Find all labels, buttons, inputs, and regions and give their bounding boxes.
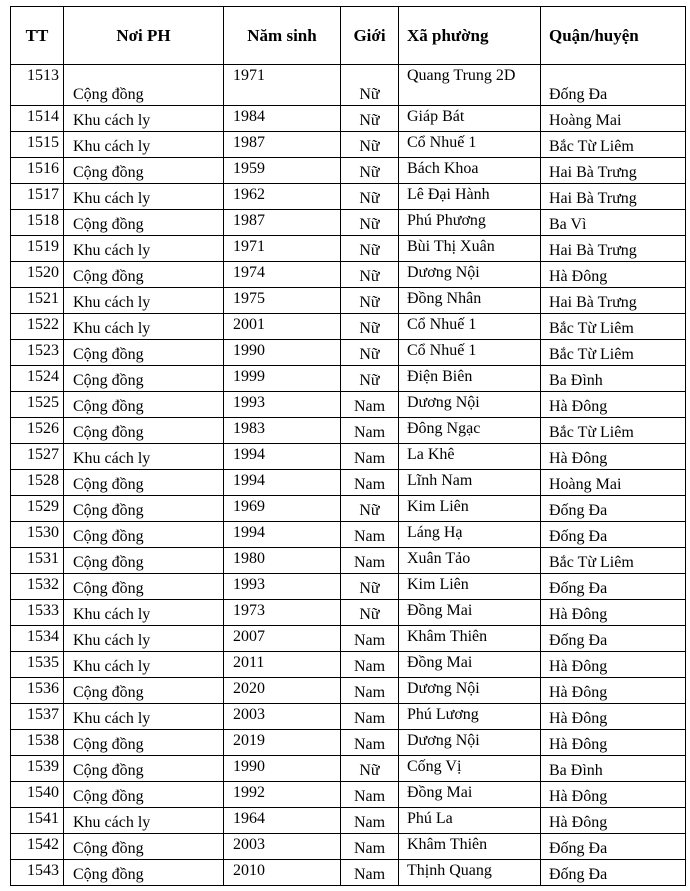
cell-quan-huyen: Hà Đông (541, 444, 686, 470)
cell-noi-ph: Khu cách ly (64, 288, 224, 314)
header-gioi: Giới (341, 7, 399, 65)
cell-xa-phuong: Bùi Thị Xuân (399, 236, 541, 262)
cell-noi-ph: Cộng đồng (64, 392, 224, 418)
cell-tt: 1539 (11, 756, 64, 782)
table-row (11, 756, 686, 782)
cell-nam-sinh: 1987 (224, 210, 341, 236)
cell-nam-sinh: 1987 (224, 132, 341, 158)
cell-nam-sinh: 1994 (224, 444, 341, 470)
table-row (11, 548, 686, 574)
cell-tt: 1536 (11, 678, 64, 704)
cell-tt: 1535 (11, 652, 64, 678)
cell-noi-ph: Cộng đồng (64, 678, 224, 704)
cell-quan-huyen: Ba Vì (541, 210, 686, 236)
cell-nam-sinh: 1959 (224, 158, 341, 184)
cell-quan-huyen: Hà Đông (541, 678, 686, 704)
cell-quan-huyen: Đống Đa (541, 626, 686, 652)
cell-nam-sinh: 1974 (224, 262, 341, 288)
cell-gioi: Nam (341, 834, 399, 860)
cell-gioi: Nữ (341, 574, 399, 600)
cell-tt: 1534 (11, 626, 64, 652)
cell-gioi: Nam (341, 678, 399, 704)
cell-nam-sinh: 2003 (224, 834, 341, 860)
cell-xa-phuong: Phú La (399, 808, 541, 834)
cell-xa-phuong: Bách Khoa (399, 158, 541, 184)
table-row (11, 418, 686, 444)
cell-nam-sinh: 1975 (224, 288, 341, 314)
cell-tt: 1518 (11, 210, 64, 236)
cell-gioi: Nam (341, 548, 399, 574)
cell-tt: 1540 (11, 782, 64, 808)
cell-quan-huyen: Hai Bà Trưng (541, 288, 686, 314)
cell-quan-huyen: Ba Đình (541, 756, 686, 782)
cell-noi-ph: Khu cách ly (64, 600, 224, 626)
table-row (11, 262, 686, 288)
table-row (11, 444, 686, 470)
cell-nam-sinh: 1993 (224, 392, 341, 418)
cell-xa-phuong: Dương Nội (399, 678, 541, 704)
cell-nam-sinh: 1980 (224, 548, 341, 574)
cell-xa-phuong: Đông Ngạc (399, 418, 541, 444)
cell-tt: 1529 (11, 496, 64, 522)
table-row (11, 704, 686, 730)
cell-noi-ph: Cộng đồng (64, 834, 224, 860)
cell-gioi: Nữ (341, 65, 399, 106)
cell-quan-huyen: Hoàng Mai (541, 106, 686, 132)
cell-quan-huyen: Bắc Từ Liêm (541, 418, 686, 444)
cell-tt: 1525 (11, 392, 64, 418)
cell-xa-phuong: Thịnh Quang (399, 860, 541, 886)
document-page (10, 6, 686, 886)
cell-quan-huyen: Hà Đông (541, 262, 686, 288)
cell-tt: 1537 (11, 704, 64, 730)
cell-noi-ph: Cộng đồng (64, 730, 224, 756)
cell-noi-ph: Cộng đồng (64, 496, 224, 522)
cell-gioi: Nam (341, 444, 399, 470)
cell-gioi: Nữ (341, 184, 399, 210)
cell-nam-sinh: 2003 (224, 704, 341, 730)
cell-gioi: Nam (341, 470, 399, 496)
cell-nam-sinh: 1992 (224, 782, 341, 808)
cell-gioi: Nữ (341, 314, 399, 340)
cell-quan-huyen: Hà Đông (541, 600, 686, 626)
cell-gioi: Nam (341, 808, 399, 834)
cell-noi-ph: Cộng đồng (64, 418, 224, 444)
cell-nam-sinh: 2019 (224, 730, 341, 756)
cell-quan-huyen: Đống Đa (541, 574, 686, 600)
cell-xa-phuong: Kim Liên (399, 574, 541, 600)
cell-nam-sinh: 1971 (224, 236, 341, 262)
table-header (11, 7, 686, 65)
cell-tt: 1514 (11, 106, 64, 132)
table-row (11, 314, 686, 340)
cell-nam-sinh: 1983 (224, 418, 341, 444)
cell-gioi: Nam (341, 782, 399, 808)
cell-noi-ph: Khu cách ly (64, 704, 224, 730)
cell-quan-huyen: Đống Đa (541, 522, 686, 548)
cell-noi-ph: Cộng đồng (64, 210, 224, 236)
cell-nam-sinh: 1999 (224, 366, 341, 392)
cell-xa-phuong: Điện Biên (399, 366, 541, 392)
cell-nam-sinh: 2011 (224, 652, 341, 678)
table-row (11, 522, 686, 548)
cell-gioi: Nam (341, 730, 399, 756)
cell-tt: 1515 (11, 132, 64, 158)
table-row (11, 730, 686, 756)
cell-xa-phuong: Lê Đại Hành (399, 184, 541, 210)
table-row (11, 366, 686, 392)
cell-xa-phuong: Lĩnh Nam (399, 470, 541, 496)
table-row (11, 288, 686, 314)
cell-quan-huyen: Hà Đông (541, 652, 686, 678)
cell-gioi: Nữ (341, 496, 399, 522)
cell-nam-sinh: 1993 (224, 574, 341, 600)
cell-nam-sinh: 1990 (224, 756, 341, 782)
cell-quan-huyen: Đống Đa (541, 496, 686, 522)
cell-gioi: Nam (341, 418, 399, 444)
cell-noi-ph: Khu cách ly (64, 314, 224, 340)
cell-quan-huyen: Ba Đình (541, 366, 686, 392)
cell-nam-sinh: 1994 (224, 522, 341, 548)
cell-noi-ph: Cộng đồng (64, 470, 224, 496)
cell-gioi: Nam (341, 652, 399, 678)
table-row (11, 158, 686, 184)
cell-gioi: Nam (341, 522, 399, 548)
cell-quan-huyen: Bắc Từ Liêm (541, 548, 686, 574)
cell-quan-huyen: Hai Bà Trưng (541, 184, 686, 210)
table-row (11, 236, 686, 262)
cell-xa-phuong: Đồng Mai (399, 600, 541, 626)
cell-gioi: Nữ (341, 262, 399, 288)
cell-xa-phuong: Phú Phương (399, 210, 541, 236)
cell-nam-sinh: 1969 (224, 496, 341, 522)
cell-quan-huyen: Hà Đông (541, 808, 686, 834)
cell-xa-phuong: Đồng Mai (399, 782, 541, 808)
cell-xa-phuong: Giáp Bát (399, 106, 541, 132)
cell-noi-ph: Cộng đồng (64, 158, 224, 184)
cell-tt: 1541 (11, 808, 64, 834)
cell-nam-sinh: 2001 (224, 314, 341, 340)
cell-xa-phuong: Láng Hạ (399, 522, 541, 548)
table-row (11, 678, 686, 704)
table-row (11, 184, 686, 210)
cell-tt: 1521 (11, 288, 64, 314)
table-row (11, 470, 686, 496)
cell-xa-phuong: Quang Trung 2D (399, 65, 541, 106)
cell-gioi: Nữ (341, 340, 399, 366)
cell-tt: 1522 (11, 314, 64, 340)
cell-xa-phuong: Kim Liên (399, 496, 541, 522)
cell-nam-sinh: 2010 (224, 860, 341, 886)
cell-noi-ph: Cộng đồng (64, 340, 224, 366)
header-nam-sinh: Năm sinh (224, 7, 341, 65)
table-row (11, 652, 686, 678)
table-row (11, 574, 686, 600)
cell-xa-phuong: Đồng Mai (399, 652, 541, 678)
cell-nam-sinh: 1990 (224, 340, 341, 366)
cell-noi-ph: Khu cách ly (64, 626, 224, 652)
cell-quan-huyen: Đống Đa (541, 860, 686, 886)
cell-xa-phuong: Khâm Thiên (399, 834, 541, 860)
cell-gioi: Nữ (341, 288, 399, 314)
cell-gioi: Nữ (341, 158, 399, 184)
header-tt: TT (11, 7, 64, 65)
cell-gioi: Nữ (341, 106, 399, 132)
cell-noi-ph: Khu cách ly (64, 444, 224, 470)
table-row (11, 392, 686, 418)
cell-noi-ph: Cộng đồng (64, 548, 224, 574)
table-row (11, 860, 686, 886)
cell-gioi: Nữ (341, 132, 399, 158)
cell-xa-phuong: Đồng Nhân (399, 288, 541, 314)
cell-gioi: Nữ (341, 600, 399, 626)
cell-noi-ph: Cộng đồng (64, 522, 224, 548)
cell-tt: 1520 (11, 262, 64, 288)
cell-noi-ph: Khu cách ly (64, 652, 224, 678)
header-quan-huyen: Quận/huyện (541, 7, 686, 65)
cell-xa-phuong: Cổ Nhuế 1 (399, 340, 541, 366)
table-row (11, 340, 686, 366)
cell-gioi: Nữ (341, 366, 399, 392)
table-row (11, 106, 686, 132)
cell-quan-huyen: Đống Đa (541, 834, 686, 860)
cell-xa-phuong: Dương Nội (399, 392, 541, 418)
cell-quan-huyen: Hà Đông (541, 730, 686, 756)
header-noi-ph: Nơi PH (64, 7, 224, 65)
cell-tt: 1527 (11, 444, 64, 470)
cell-tt: 1517 (11, 184, 64, 210)
cell-quan-huyen: Hoàng Mai (541, 470, 686, 496)
cell-xa-phuong: Dương Nội (399, 262, 541, 288)
cell-tt: 1543 (11, 860, 64, 886)
cell-nam-sinh: 2007 (224, 626, 341, 652)
cell-xa-phuong: Khâm Thiên (399, 626, 541, 652)
cell-xa-phuong: Phú Lương (399, 704, 541, 730)
cell-noi-ph: Khu cách ly (64, 106, 224, 132)
cell-noi-ph: Cộng đồng (64, 860, 224, 886)
cell-tt: 1516 (11, 158, 64, 184)
cell-xa-phuong: Cổ Nhuế 1 (399, 132, 541, 158)
cell-tt: 1528 (11, 470, 64, 496)
cell-noi-ph: Khu cách ly (64, 236, 224, 262)
cell-tt: 1524 (11, 366, 64, 392)
case-table (10, 6, 686, 886)
cell-nam-sinh: 1962 (224, 184, 341, 210)
table-row (11, 210, 686, 236)
cell-xa-phuong: La Khê (399, 444, 541, 470)
cell-nam-sinh: 1994 (224, 470, 341, 496)
table-row (11, 808, 686, 834)
cell-tt: 1526 (11, 418, 64, 444)
cell-xa-phuong: Cổ Nhuế 1 (399, 314, 541, 340)
table-body (11, 65, 686, 886)
table-row (11, 782, 686, 808)
table-row (11, 132, 686, 158)
header-row (11, 7, 686, 65)
cell-tt: 1523 (11, 340, 64, 366)
cell-quan-huyen: Bắc Từ Liêm (541, 132, 686, 158)
header-xa-phuong: Xã phường (399, 7, 541, 65)
cell-quan-huyen: Hai Bà Trưng (541, 236, 686, 262)
cell-noi-ph: Cộng đồng (64, 65, 224, 106)
cell-tt: 1513 (11, 65, 64, 106)
cell-tt: 1531 (11, 548, 64, 574)
cell-gioi: Nam (341, 626, 399, 652)
cell-noi-ph: Cộng đồng (64, 366, 224, 392)
cell-gioi: Nam (341, 860, 399, 886)
table-row (11, 65, 686, 106)
cell-gioi: Nữ (341, 210, 399, 236)
cell-noi-ph: Khu cách ly (64, 808, 224, 834)
table-row (11, 626, 686, 652)
cell-quan-huyen: Hai Bà Trưng (541, 158, 686, 184)
cell-gioi: Nữ (341, 756, 399, 782)
cell-gioi: Nam (341, 392, 399, 418)
table-row (11, 496, 686, 522)
cell-tt: 1542 (11, 834, 64, 860)
cell-nam-sinh: 2020 (224, 678, 341, 704)
cell-gioi: Nữ (341, 236, 399, 262)
cell-tt: 1533 (11, 600, 64, 626)
table-row (11, 600, 686, 626)
cell-tt: 1538 (11, 730, 64, 756)
cell-noi-ph: Cộng đồng (64, 574, 224, 600)
cell-nam-sinh: 1984 (224, 106, 341, 132)
cell-quan-huyen: Đống Đa (541, 65, 686, 106)
cell-xa-phuong: Cống Vị (399, 756, 541, 782)
cell-noi-ph: Khu cách ly (64, 132, 224, 158)
cell-tt: 1532 (11, 574, 64, 600)
cell-nam-sinh: 1971 (224, 65, 341, 106)
cell-quan-huyen: Hà Đông (541, 704, 686, 730)
cell-xa-phuong: Dương Nội (399, 730, 541, 756)
cell-quan-huyen: Hà Đông (541, 782, 686, 808)
cell-nam-sinh: 1964 (224, 808, 341, 834)
cell-nam-sinh: 1973 (224, 600, 341, 626)
cell-tt: 1519 (11, 236, 64, 262)
cell-noi-ph: Cộng đồng (64, 262, 224, 288)
cell-noi-ph: Cộng đồng (64, 782, 224, 808)
cell-quan-huyen: Hà Đông (541, 392, 686, 418)
cell-noi-ph: Khu cách ly (64, 184, 224, 210)
cell-tt: 1530 (11, 522, 64, 548)
cell-noi-ph: Cộng đồng (64, 756, 224, 782)
cell-gioi: Nam (341, 704, 399, 730)
cell-quan-huyen: Bắc Từ Liêm (541, 340, 686, 366)
table-row (11, 834, 686, 860)
cell-xa-phuong: Xuân Tảo (399, 548, 541, 574)
cell-quan-huyen: Bắc Từ Liêm (541, 314, 686, 340)
